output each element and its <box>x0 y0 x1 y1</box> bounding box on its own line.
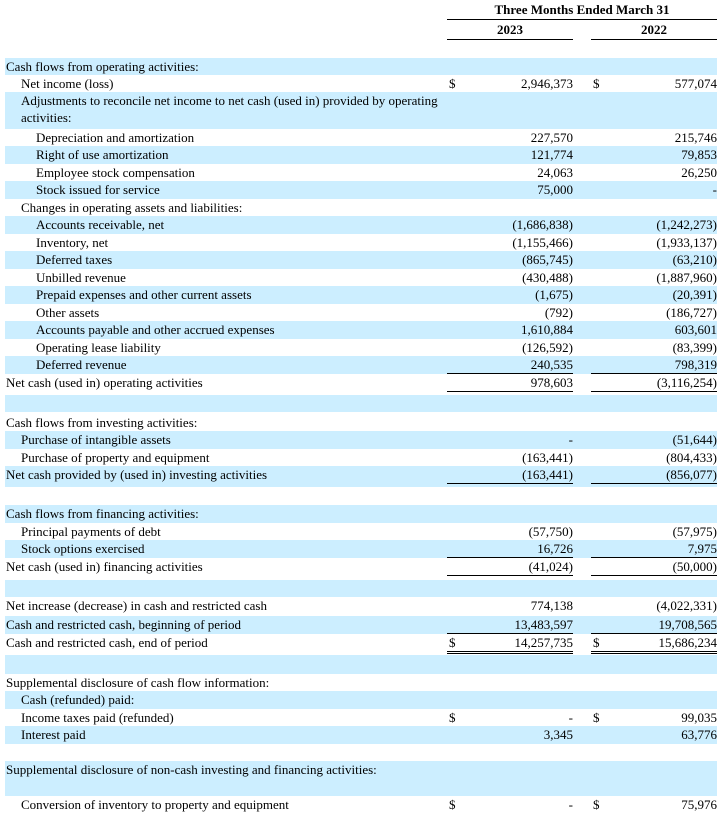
value-2023: (1,686,838) <box>512 217 573 232</box>
value-2022: (1,933,137) <box>656 235 717 250</box>
value-2022: 215,746 <box>674 130 717 145</box>
row-label: Net increase (decrease) in cash and restricted cash <box>6 598 267 613</box>
period-header-rule <box>447 19 717 20</box>
period-header: Three Months Ended March 31 <box>494 2 670 17</box>
row-label: Income taxes paid (refunded) <box>21 710 174 725</box>
statement-row <box>5 709 717 726</box>
row-label: Supplemental disclosure of cash flow information: <box>6 675 270 690</box>
statement-row <box>5 75 717 92</box>
value-2023: 2,946,373 <box>521 76 573 91</box>
statement-row <box>5 431 717 449</box>
value-2022: 26,250 <box>681 165 717 180</box>
column-header-2022: 2022 <box>641 22 667 37</box>
row-label: Adjustments to reconcile net income to net cash (used in) provided by operating activities: <box>21 93 438 125</box>
statement-row <box>5 634 717 655</box>
statement-row <box>5 523 717 540</box>
value-2022: (20,391) <box>672 287 717 302</box>
spacer-row <box>5 395 717 412</box>
row-label: Net income (loss) <box>21 76 114 91</box>
spacer-row <box>5 580 717 597</box>
statement-row <box>5 796 717 814</box>
dollar-sign-2022: $ <box>593 76 600 91</box>
value-2023: (1,675) <box>535 287 573 302</box>
value-2022: 7,975 <box>591 540 717 558</box>
column-header-rule-2023 <box>447 39 573 40</box>
row-label: Cash and restricted cash, end of period <box>6 635 208 650</box>
statement-row <box>5 726 717 744</box>
value-2023: (126,592) <box>522 340 573 355</box>
value-2022: (51,644) <box>672 432 717 447</box>
row-label: Right of use amortization <box>36 147 169 162</box>
value-2023: 1,610,884 <box>521 322 573 337</box>
statement-row <box>5 269 717 286</box>
row-label: Deferred taxes <box>36 252 113 267</box>
value-2022: (4,022,331) <box>656 598 717 613</box>
dollar-sign-2022: $ <box>593 797 600 812</box>
statement-row <box>5 286 717 304</box>
row-label: Unbilled revenue <box>36 270 126 285</box>
spacer-row <box>5 655 717 674</box>
row-label: Other assets <box>36 305 100 320</box>
statement-row <box>5 216 717 234</box>
value-2022: 75,976 <box>681 797 717 812</box>
value-2023: 227,570 <box>530 130 573 145</box>
statement-row <box>5 558 717 580</box>
value-2023: - <box>568 432 573 447</box>
value-2023: (1,155,466) <box>512 235 573 250</box>
row-label: Net cash (used in) operating activities <box>6 375 203 390</box>
dollar-sign-2023: $ <box>449 76 456 91</box>
row-label: Conversion of inventory to property and equipment <box>21 797 289 812</box>
spacer-row <box>5 744 717 761</box>
statement-row <box>5 540 717 558</box>
row-label: Cash (refunded) paid: <box>21 692 135 707</box>
value-2022: 19,708,565 <box>591 616 717 634</box>
row-label: Accounts payable and other accrued expenses <box>36 322 275 337</box>
statement-row <box>5 321 717 339</box>
statement-row <box>5 92 717 129</box>
statement-row <box>5 339 717 356</box>
value-2023: 75,000 <box>537 182 573 197</box>
statement-row <box>5 356 717 374</box>
value-2023: 16,726 <box>447 540 573 558</box>
row-label: Deferred revenue <box>36 357 127 372</box>
statement-row <box>5 304 717 321</box>
value-2022: (1,242,273) <box>656 217 717 232</box>
value-2023: (41,024) <box>447 558 573 576</box>
column-header-rule-2022 <box>591 39 717 40</box>
value-2023: 121,774 <box>530 147 573 162</box>
column-header-2023: 2023 <box>497 22 523 37</box>
statement-row <box>5 58 717 75</box>
row-label: Interest paid <box>21 727 86 742</box>
statement-row <box>5 505 717 523</box>
value-2023: (865,745) <box>522 252 573 267</box>
statement-row <box>5 129 717 146</box>
row-label: Stock issued for service <box>36 182 160 197</box>
statement-row <box>5 616 717 634</box>
statement-row <box>5 251 717 269</box>
value-2022: 798,319 <box>591 356 717 374</box>
value-2022: 63,776 <box>681 727 717 742</box>
row-label: Changes in operating assets and liabilities: <box>21 200 243 215</box>
statement-row <box>5 414 717 431</box>
row-label: Cash and restricted cash, beginning of period <box>6 617 242 632</box>
value-2022: 603,601 <box>674 322 717 337</box>
value-2022: - <box>712 182 717 197</box>
value-2022: (83,399) <box>672 340 717 355</box>
row-label: Accounts receivable, net <box>36 217 165 232</box>
value-2022: 79,853 <box>681 147 717 162</box>
statement-row <box>5 146 717 164</box>
row-label: Stock options exercised <box>21 541 145 556</box>
value-2023: (57,750) <box>528 524 573 539</box>
row-label: Operating lease liability <box>36 340 161 355</box>
row-label: Net cash provided by (used in) investing activities <box>6 467 268 482</box>
value-2023: 3,345 <box>543 727 573 742</box>
statement-row <box>5 691 717 709</box>
value-2023: 14,257,735 <box>447 634 573 654</box>
row-label: Cash flows from financing activities: <box>6 506 199 521</box>
statement-row <box>5 234 717 251</box>
value-2023: (163,441) <box>447 449 573 467</box>
row-label: Depreciation and amortization <box>36 130 195 145</box>
value-2023: - <box>568 797 573 812</box>
row-label: Cash flows from operating activities: <box>6 59 199 74</box>
value-2022: 15,686,234 <box>591 634 717 654</box>
statement-row <box>5 466 717 487</box>
value-2022: (50,000) <box>591 558 717 576</box>
statement-row <box>5 164 717 181</box>
value-2023: 24,063 <box>537 165 573 180</box>
dollar-sign-2023: $ <box>449 797 456 812</box>
row-label: Employee stock compensation <box>36 165 195 180</box>
dollar-sign-2023: $ <box>449 710 456 725</box>
statement-row <box>5 181 717 199</box>
statement-row <box>5 449 717 466</box>
statement-row <box>5 674 717 691</box>
value-2022: (186,727) <box>666 305 717 320</box>
value-2023: (792) <box>544 305 573 320</box>
row-label: Cash flows from investing activities: <box>6 415 198 430</box>
value-2022: 577,074 <box>674 76 717 91</box>
spacer-row <box>5 487 717 505</box>
value-2023: - <box>568 710 573 725</box>
value-2022: (3,116,254) <box>591 374 717 392</box>
value-2022: (57,975) <box>672 524 717 539</box>
value-2022: 99,035 <box>681 710 717 725</box>
statement-row <box>5 374 717 395</box>
value-2023: 978,603 <box>447 374 573 392</box>
statement-row <box>5 199 717 216</box>
value-2022: (856,077) <box>591 466 717 484</box>
value-2022: (63,210) <box>672 252 717 267</box>
row-label: Purchase of property and equipment <box>21 450 210 465</box>
row-label: Purchase of intangible assets <box>21 432 171 447</box>
row-label: Inventory, net <box>36 235 109 250</box>
row-label: Supplemental disclosure of non-cash investing and financing activities: <box>6 762 377 777</box>
row-label: Prepaid expenses and other current assets <box>36 287 252 302</box>
value-2023: 240,535 <box>447 356 573 374</box>
statement-row <box>5 761 717 796</box>
row-label: Principal payments of debt <box>21 524 161 539</box>
value-2023: (163,441) <box>447 466 573 484</box>
dollar-sign-2022: $ <box>593 635 600 650</box>
row-label: Net cash (used in) financing activities <box>6 559 203 574</box>
dollar-sign-2023: $ <box>449 635 456 650</box>
value-2022: (804,433) <box>591 449 717 467</box>
value-2022: (1,887,960) <box>656 270 717 285</box>
value-2023: (430,488) <box>522 270 573 285</box>
value-2023: 13,483,597 <box>447 616 573 634</box>
statement-row <box>5 597 717 616</box>
value-2023: 774,138 <box>530 598 573 613</box>
dollar-sign-2022: $ <box>593 710 600 725</box>
